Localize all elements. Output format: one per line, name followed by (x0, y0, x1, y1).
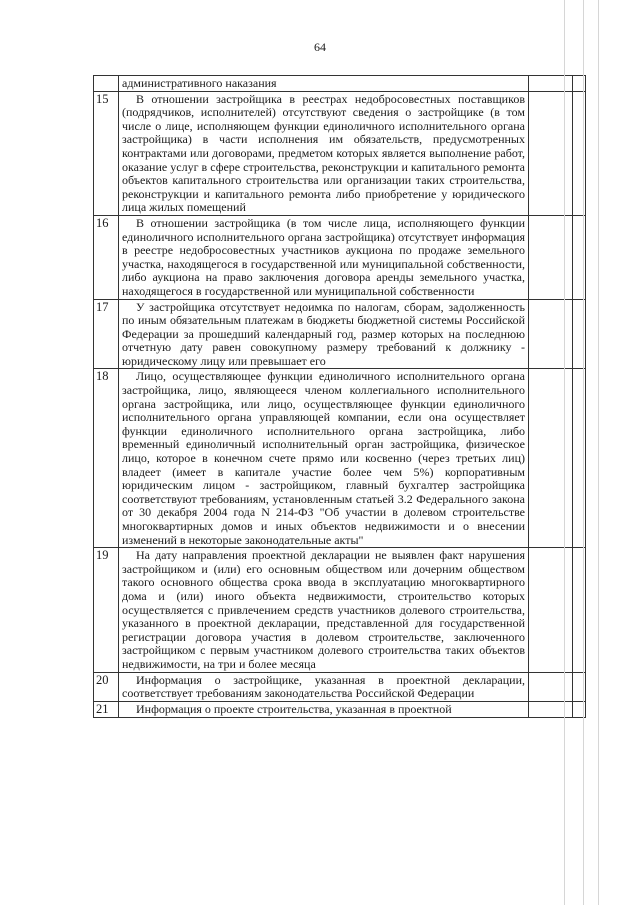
empty-cell (529, 91, 573, 215)
row-number: 20 (94, 672, 119, 701)
requirement-text: административного наказания (122, 76, 277, 90)
empty-cell (529, 76, 573, 92)
requirement-text: Лицо, осуществляющее функции единоличного исполнительного органа застройщика, лицо, являющееся членом коллегиального исполнительного органа застройщика, или лицо, осуществляющее функции единоличного исполнительного органа управляющей компании, если она осуществляет функции единоличного исполнительного органа застройщика, либо временный единоличный исполнительный орган застройщика, физическое лицо, которое в конечном счете прямо или косвенно (через третьих лиц) владеет (имеет в капитале участие более чем 5%) корпоративным юридическим лицом - застройщиком, главный бухгалтер застройщика соответствуют требованиям, установленным статьей 3.2 Федерального закона от 30 декабря 2004 года N 214-ФЗ "Об участии в долевом строительстве многоквартирных домов и иных объектов недвижимости и о внесении изменений в некоторые законодательные акты" (122, 369, 525, 547)
empty-cell (529, 672, 573, 701)
empty-cell (529, 299, 573, 369)
table-row (94, 548, 586, 672)
row-cell (119, 548, 529, 672)
row-number: 16 (94, 215, 119, 299)
empty-cell (529, 369, 573, 548)
table-row (94, 76, 586, 92)
row-cell (119, 91, 529, 215)
row-number: 17 (94, 299, 119, 369)
row-number (94, 76, 119, 92)
margin-line (583, 0, 584, 905)
row-cell (119, 701, 529, 717)
row-cell (119, 369, 529, 548)
row-cell (119, 299, 529, 369)
requirement-text: У застройщика отсутствует недоимка по налогам, сборам, задолженность по иным обязательным платежам в бюджеты бюджетной системы Российской Федерации за прошедший календарный год, размер которых на последнюю отчетную дату равен совокупному размеру требований к должнику - юридическому лицу или превышает его (122, 299, 525, 368)
row-number: 15 (94, 91, 119, 215)
margin-line (564, 0, 565, 905)
requirement-text: Информация о проекте строительства, указанная в проектной (136, 701, 452, 716)
requirement-text: На дату направления проектной декларации не выявлен факт нарушения застройщиком и (или) его основным обществом или дочерним обществом такого основного общества срока ввода в эксплуатацию многоквартирного дома и (или) иного объекта недвижимости, строительство которых осуществляется с привлечением средств участников долевого строительства, указанного в проектной декларации, представленной для государственной регистрации договора участия в долевом строительстве, заключенного застройщиком с первым участником долевого строительства таких объектов недвижимости, на три и более месяца (122, 548, 525, 671)
requirement-text: Информация о застройщике, указанная в проектной декларации, соответствует требованиям законодательства Российской Федерации (122, 672, 525, 701)
row-cell (119, 76, 529, 92)
requirement-text: В отношении застройщика в реестрах недобросовестных поставщиков (подрядчиков, исполнителей) отсутствуют сведения о застройщике (в том числе о лице, исполняющем функции единоличного исполнительного органа застройщика) в части исполнения им обязательств, предусмотренных контрактами или договорами, предметом которых является выполнение работ, оказание услуг в сфере строительства, реконструкции и капитального ремонта объектов капитального строительства или организации таких строительства, реконструкции и капитального ремонта либо приобретение у юридического лица жилых помещений (122, 91, 525, 215)
table-row (94, 215, 586, 299)
row-cell (119, 672, 529, 701)
table-row (94, 672, 586, 701)
empty-cell (529, 701, 573, 717)
empty-cell (529, 215, 573, 299)
row-number: 21 (94, 701, 119, 717)
requirements-table (93, 75, 586, 718)
requirement-text: В отношении застройщика (в том числе лица, исполняющего функции единоличного исполнительного органа застройщика) отсутствует информация в реестре недобросовестных участников аукциона по продаже земельного участка, находящегося в государственной или муниципальной собственности, либо аукциона на право заключения договора аренды земельного участка, находящегося в государственной или муниципальной собственности (122, 215, 525, 298)
row-number: 18 (94, 369, 119, 548)
empty-cell (529, 548, 573, 672)
margin-line (598, 0, 599, 905)
page-number: 64 (314, 40, 326, 54)
row-cell (119, 215, 529, 299)
table-row (94, 91, 586, 215)
row-number: 19 (94, 548, 119, 672)
table-row (94, 299, 586, 369)
table-row (94, 701, 586, 717)
table-row (94, 369, 586, 548)
